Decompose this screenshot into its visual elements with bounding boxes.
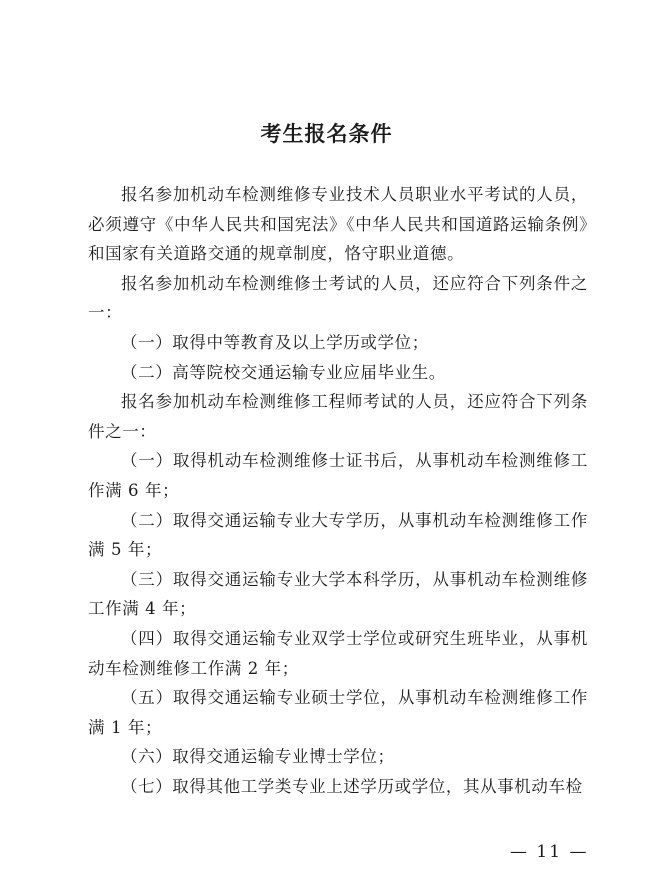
paragraph: （五）取得交通运输专业硕士学位，从事机动车检测维修工作满 1 年； xyxy=(88,688,588,737)
paragraph: （一）取得中等教育及以上学历或学位； xyxy=(121,332,429,352)
paragraph: （二）高等院校交通运输专业应届毕业生。 xyxy=(121,362,446,382)
paragraph: （七）取得其他工学类专业上述学历或学位，其从事机动车检 xyxy=(121,776,583,796)
paragraph: （二）取得交通运输专业大专学历，从事机动车检测维修工作满 5 年； xyxy=(88,510,588,560)
paragraph: 报名参加机动车检测维修工程师考试的人员，还应符合下列条件之一： xyxy=(88,392,588,441)
paragraph: 报名参加机动车检测维修士考试的人员，还应符合下列条件之一： xyxy=(88,273,588,323)
paragraph: 报名参加机动车检测维修专业技术人员职业水平考试的人员，必须遵守《中华人民共和国宪法》《中华人民共和国道路运输条例》和国家有关道路交通的规章制度，恪守职业道德。 xyxy=(88,185,588,264)
paragraph: （六）取得交通运输专业博士学位； xyxy=(121,747,395,767)
page-number: — 11 — xyxy=(510,842,589,862)
document-title: 考生报名条件 xyxy=(260,121,393,146)
paragraph: （三）取得交通运输专业大学本科学历，从事机动车检测维修工作满 4 年； xyxy=(88,569,588,619)
document-body xyxy=(88,180,588,801)
paragraph: （四）取得交通运输专业双学士学位或研究生班毕业，从事机动车检测维修工作满 2 年； xyxy=(88,628,588,678)
paragraph: （一）取得机动车检测维修士证书后，从事机动车检测维修工作满 6 年； xyxy=(88,451,588,500)
